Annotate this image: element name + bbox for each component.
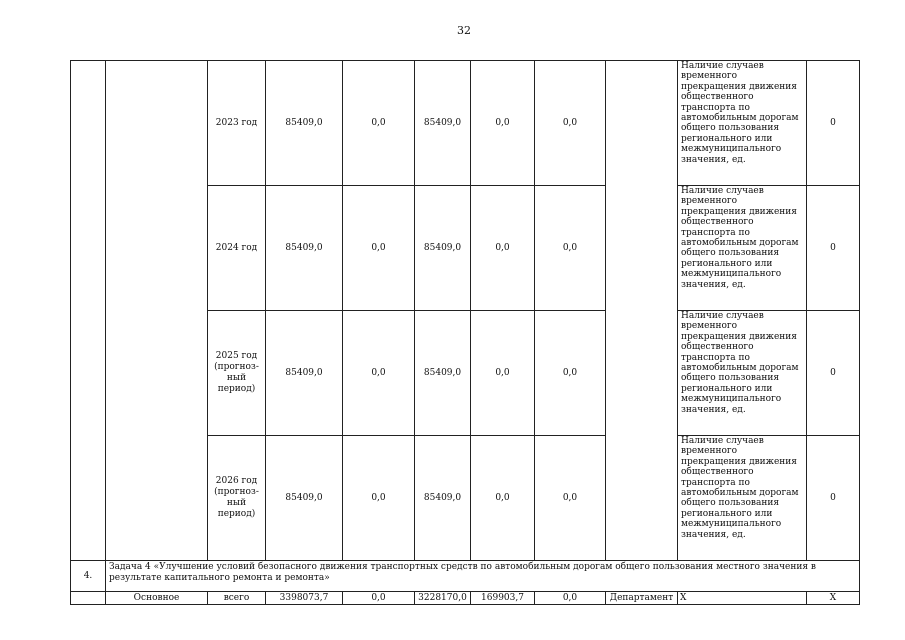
indicator-value-cell: 0 <box>807 186 860 311</box>
executor-cell <box>606 61 678 561</box>
total-cell: 85409,0 <box>266 61 343 186</box>
measure-name-cell: Основное <box>106 592 208 605</box>
budget-cell: 0,0 <box>535 436 606 561</box>
year-cell: 2025 год (прогноз-ный период) <box>208 311 266 436</box>
measure-name-cell <box>106 61 208 561</box>
budget-cell: 169903,7 <box>471 592 535 605</box>
budget-cell: 0,0 <box>535 61 606 186</box>
row-number-cell <box>71 61 106 561</box>
year-cell: 2024 год <box>208 186 266 311</box>
indicator-value-cell: 0 <box>807 61 860 186</box>
year-cell: 2026 год (прогноз-ный период) <box>208 436 266 561</box>
task-title-cell: Задача 4 «Улучшение условий безопасного движения транспортных средств по автомобильным дорогам общего пользования местного значения в результате капитального ремонта и ремонта» <box>106 561 860 592</box>
budget-cell: 0,0 <box>535 592 606 605</box>
budget-cell: 0,0 <box>535 311 606 436</box>
indicator-value-cell: 0 <box>807 311 860 436</box>
budget-cell: 0,0 <box>471 186 535 311</box>
indicator-cell: Х <box>678 592 807 605</box>
budget-cell: 85409,0 <box>415 311 471 436</box>
indicator-value-cell: Х <box>807 592 860 605</box>
page-number: 32 <box>457 24 471 37</box>
row-number-cell <box>71 592 106 605</box>
total-cell: 3398073,7 <box>266 592 343 605</box>
budget-cell: 0,0 <box>343 592 415 605</box>
executor-cell: Департамент <box>606 592 678 605</box>
indicator-cell: Наличие случаев временного прекращения движения общественного транспорта по автомобильным дорогам общего пользования регионального или межмуниципального значения, ед. <box>678 436 807 561</box>
indicator-cell: Наличие случаев временного прекращения движения общественного транспорта по автомобильным дорогам общего пользования регионального или межмуниципального значения, ед. <box>678 61 807 186</box>
task-row <box>71 561 860 592</box>
budget-cell: 0,0 <box>535 186 606 311</box>
budget-cell: 0,0 <box>471 61 535 186</box>
year-cell: 2023 год <box>208 61 266 186</box>
budget-cell: 0,0 <box>471 436 535 561</box>
budget-cell: 85409,0 <box>415 436 471 561</box>
indicator-value-cell: 0 <box>807 436 860 561</box>
budget-cell: 0,0 <box>343 61 415 186</box>
period-cell: всего <box>208 592 266 605</box>
budget-cell: 0,0 <box>343 436 415 561</box>
program-table <box>70 60 860 605</box>
table-row <box>71 61 860 186</box>
indicator-cell: Наличие случаев временного прекращения движения общественного транспорта по автомобильным дорогам общего пользования регионального или межмуниципального значения, ед. <box>678 186 807 311</box>
budget-cell: 0,0 <box>343 311 415 436</box>
task-number-cell: 4. <box>71 561 106 592</box>
total-cell: 85409,0 <box>266 436 343 561</box>
budget-cell: 85409,0 <box>415 61 471 186</box>
table-row <box>71 592 860 605</box>
total-cell: 85409,0 <box>266 186 343 311</box>
budget-cell: 85409,0 <box>415 186 471 311</box>
indicator-cell: Наличие случаев временного прекращения движения общественного транспорта по автомобильным дорогам общего пользования регионального или межмуниципального значения, ед. <box>678 311 807 436</box>
budget-cell: 0,0 <box>471 311 535 436</box>
budget-cell: 0,0 <box>343 186 415 311</box>
total-cell: 85409,0 <box>266 311 343 436</box>
budget-cell: 3228170,0 <box>415 592 471 605</box>
